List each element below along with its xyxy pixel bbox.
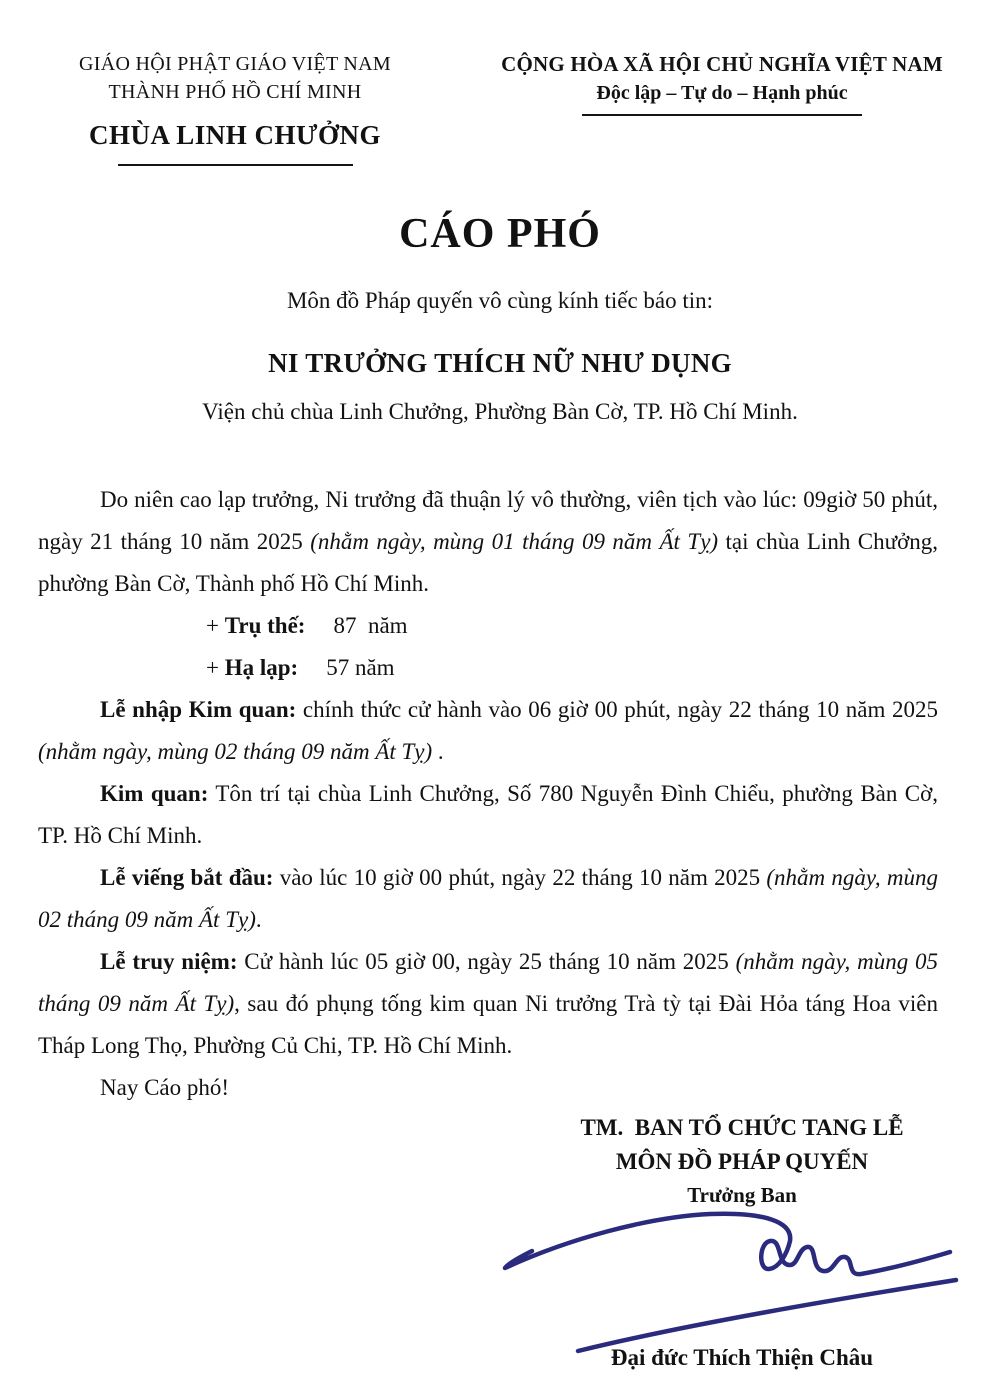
stat-label: Trụ thế:: [224, 613, 306, 638]
stat-value: 57 năm: [326, 655, 395, 680]
announcement-intro: Môn đồ Pháp quyến vô cùng kính tiếc báo tin:: [286, 288, 714, 313]
page-title: CÁO PHÓ: [399, 211, 601, 257]
text-segment-lunar-date: (nhằm ngày, mùng 01 tháng 09 năm Ất Tỵ): [310, 529, 719, 554]
paragraph-nhap-kim-quan: [38, 689, 944, 773]
header-right-block: [472, 50, 972, 166]
ceremony-label: Lễ nhập Kim quan:: [100, 697, 297, 722]
paragraph-passing: [38, 479, 950, 605]
text-segment: Do niên cao lạp trưởng, Ni trưởng đã thuận lý vô thường, viên tịch vào lúc: 09giờ 50 phút, ngày 21 tháng 10 năm 2025: [38, 487, 944, 554]
signature-stroke-underline: [578, 1280, 956, 1351]
paragraph-kim-quan: [38, 773, 944, 857]
text-segment: Tôn trí tại chùa Linh Chưởng, Số 780 Nguyễn Đình Chiểu, phường Bàn Cờ, TP. Hồ Chí Minh.: [38, 781, 944, 848]
signer-role: Trưởng Ban: [687, 1183, 797, 1207]
org-line-2: THÀNH PHỐ HỒ CHÍ MINH: [108, 81, 362, 103]
text-segment: , sau đó phụng tống kim quan Ni trưởng Trà tỳ tại Đài Hỏa táng Hoa viên Tháp Long Thọ, Phường Củ Chi, TP. Hồ Chí Minh.: [38, 991, 944, 1058]
deceased-role: Viện chủ chùa Linh Chưởng, Phường Bàn Cờ, TP. Hồ Chí Minh.: [202, 399, 798, 424]
ceremony-label: Lễ truy niệm:: [100, 949, 238, 974]
closing-block: [512, 1111, 972, 1373]
text-segment: .: [255, 907, 262, 932]
stat-value: 87 năm: [333, 613, 408, 638]
text-segment-lunar-date: (nhằm ngày, mùng 02 tháng 09 năm Ất Tỵ): [38, 739, 433, 764]
temple-underline: [118, 164, 353, 166]
national-motto-line: Độc lập – Tự do – Hạnh phúc: [596, 82, 848, 104]
ceremony-label: Lễ viếng bắt đầu:: [100, 865, 274, 890]
text-segment: .: [432, 739, 444, 764]
paragraph-le-vieng: [38, 857, 944, 941]
stat-line-ha-lap: [206, 647, 938, 689]
text-segment: Cử hành lúc 05 giờ 00, ngày 25 tháng 10 năm 2025: [237, 949, 736, 974]
document-header: [0, 0, 1000, 166]
organizing-committee-line: TM. BAN TỔ CHỨC TANG LỄ: [580, 1115, 904, 1140]
document-body: [38, 479, 950, 1109]
text-segment: tại chùa Linh Chưởng, phường Bàn Cờ, Thành phố Hồ Chí Minh.: [38, 529, 950, 596]
temple-name: CHÙA LINH CHƯỞNG: [88, 120, 381, 150]
stat-label: Hạ lạp:: [224, 655, 299, 680]
text-segment: chính thức cử hành vào 06 giờ 00 phút, ngày 22 tháng 10 năm 2025: [296, 697, 944, 722]
signature-stroke-main: [505, 1214, 950, 1274]
national-title-line: CỘNG HÒA XÃ HỘI CHỦ NGHĨA VIỆT NAM: [501, 52, 943, 76]
disciples-line: MÔN ĐỒ PHÁP QUYẾN: [615, 1149, 869, 1174]
text-segment: vào lúc 10 giờ 00 phút, ngày 22 tháng 10 năm 2025: [273, 865, 767, 890]
paragraph-closing-line: Nay Cáo phó!: [100, 1075, 230, 1100]
deceased-name: NI TRƯỞNG THÍCH NỮ NHƯ DỤNG: [268, 348, 732, 378]
text-segment-lunar-date: (nhằm ngày, mùng 05 tháng 09 năm Ất Tỵ): [38, 949, 944, 1016]
signature-scribble: [498, 1207, 976, 1359]
ceremony-label: Kim quan:: [100, 781, 209, 806]
paragraph-truy-niem: [38, 941, 944, 1067]
text-segment-lunar-date: (nhằm ngày, mùng 02 tháng 09 năm Ất Tỵ): [38, 865, 944, 932]
signature-area: [512, 1211, 972, 1343]
stat-line-tru-the: [206, 605, 938, 647]
header-left-block: [30, 50, 440, 166]
org-line-1: GIÁO HỘI PHẬT GIÁO VIỆT NAM: [79, 53, 391, 75]
plus-sign: +: [206, 613, 225, 638]
plus-sign: +: [206, 655, 225, 680]
motto-underline: [582, 114, 862, 116]
signer-name: Đại đức Thích Thiện Châu: [610, 1345, 874, 1370]
